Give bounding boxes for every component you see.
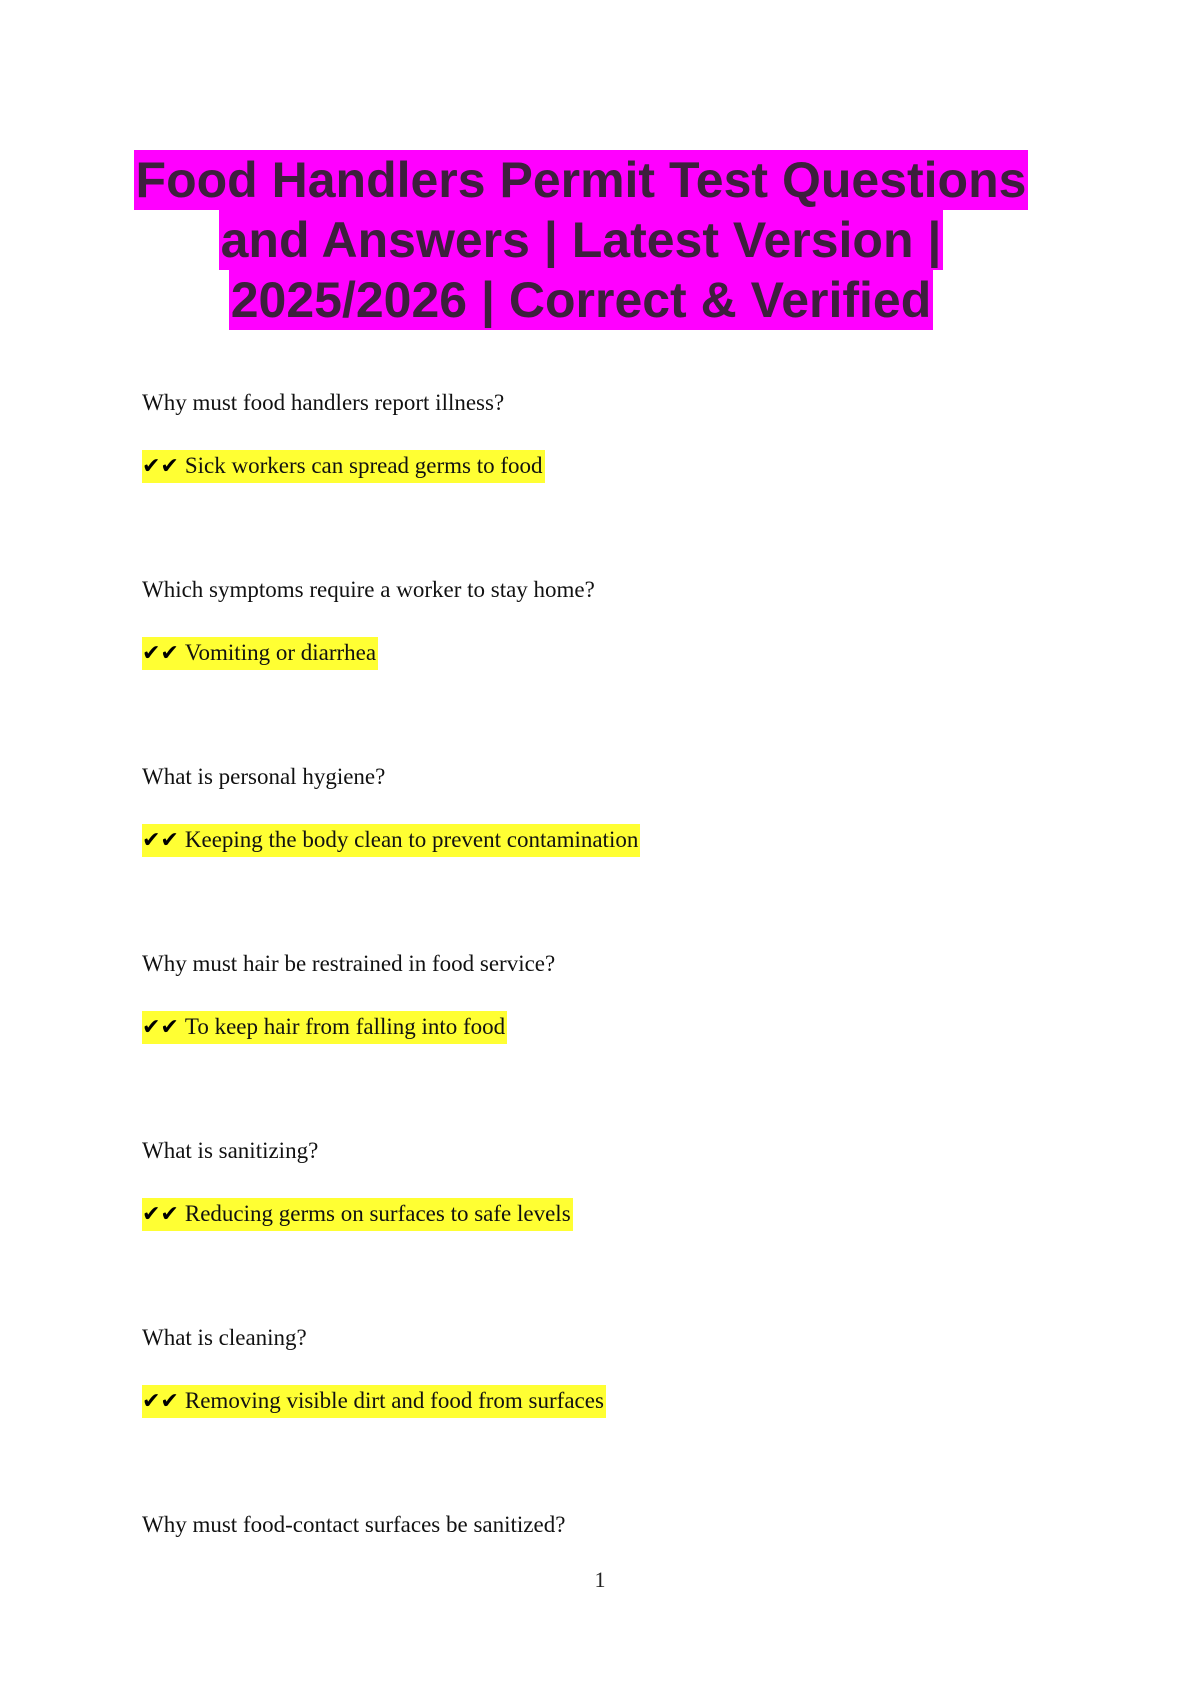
double-check-icon: ✔✔ [142,454,179,479]
answer-label: Reducing germs on surfaces to safe levels [184,1201,571,1226]
double-check-icon: ✔✔ [142,641,179,666]
qa-item [142,762,1102,949]
answer-label: Vomiting or diarrhea [184,640,377,665]
page-number: 1 [594,1567,606,1592]
answer-text [142,1198,573,1231]
title-line-2: and Answers | Latest Version | [220,212,942,268]
answer-label: Removing visible dirt and food from surfaces [184,1388,604,1413]
qa-item [142,1136,1102,1323]
question-text: Why must food handlers report illness? [142,390,505,415]
question-text: What is personal hygiene? [142,764,386,789]
answer-text [142,824,640,857]
document-title [0,150,1162,330]
answer-text [142,1011,507,1044]
title-line-1: Food Handlers Permit Test Questions [135,152,1027,208]
qa-item [142,1323,1102,1510]
qa-item [142,388,1102,575]
title-line-3: 2025/2026 | Correct & Verified [230,272,932,328]
question-answer-list [142,388,1102,1697]
qa-item [142,575,1102,762]
answer-text [142,450,545,483]
question-text: Why must hair be restrained in food service? [142,951,556,976]
qa-item [142,1510,1102,1697]
double-check-icon: ✔✔ [142,1202,179,1227]
qa-item [142,949,1102,1136]
answer-label: To keep hair from falling into food [184,1014,506,1039]
answer-text [142,637,378,670]
double-check-icon: ✔✔ [142,1389,179,1414]
answer-label: Keeping the body clean to prevent contamination [184,827,639,852]
double-check-icon: ✔✔ [142,1015,179,1040]
answer-label: Sick workers can spread germs to food [184,453,543,478]
question-text: What is sanitizing? [142,1138,319,1163]
question-text: Which symptoms require a worker to stay home? [142,577,595,602]
answer-text [142,1385,606,1418]
question-text: What is cleaning? [142,1325,307,1350]
double-check-icon: ✔✔ [142,828,179,853]
question-text: Why must food-contact surfaces be sanitized? [142,1512,566,1537]
